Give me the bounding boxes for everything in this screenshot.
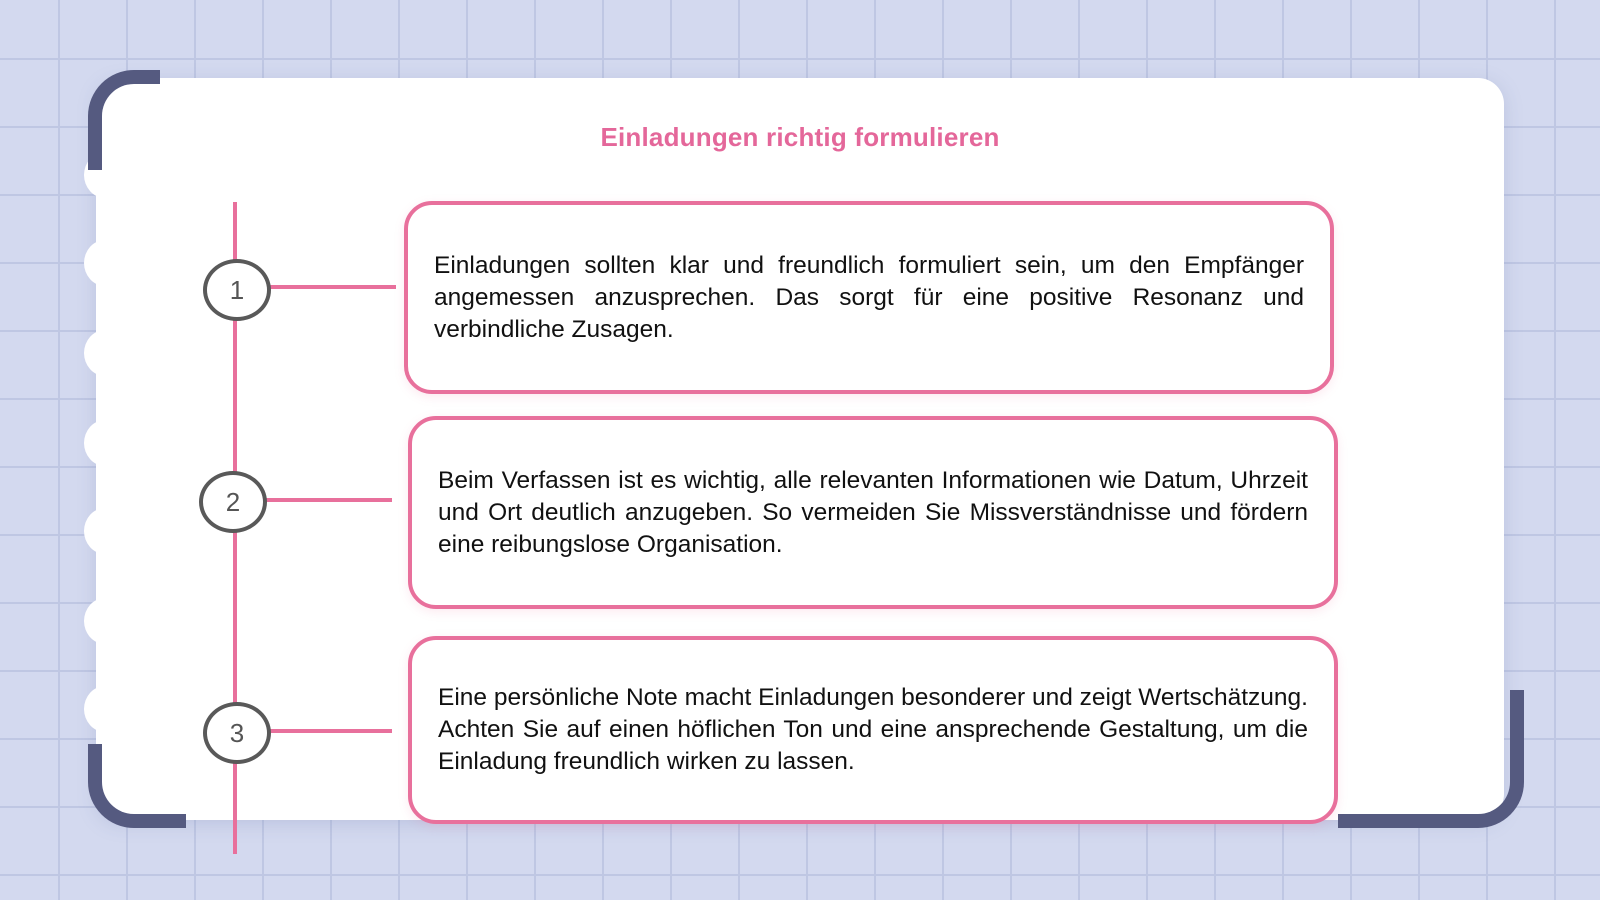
card-scallop — [84, 330, 126, 376]
connector-2 — [262, 498, 392, 502]
step-text: Eine persönliche Note macht Einladungen besonderer und zeigt Wertschätzung. Achten Sie auf einen höflichen Ton und eine ansprechende Gestaltung, um die Einladung freundlich wirken zu lassen. — [438, 684, 1308, 775]
corner-bracket-bottom-left — [88, 744, 186, 828]
connector-3 — [266, 729, 392, 733]
card-scallop — [84, 240, 126, 286]
card-scallop — [84, 598, 126, 644]
step-text: Einladungen sollten klar und freundlich formuliert sein, um den Empfänger angemessen anzusprechen. Das sorgt für eine positive Resonanz und verbindliche Zusagen. — [434, 251, 1304, 343]
card-scallop — [84, 508, 126, 554]
step-number-circle: 3 — [203, 702, 271, 764]
step-number-circle: 2 — [199, 471, 267, 533]
page-title: Einladungen richtig formulieren — [600, 122, 1000, 152]
corner-bracket-top-left — [88, 70, 160, 170]
card-scallop — [84, 420, 126, 466]
connector-1 — [266, 285, 396, 289]
step-box-2 — [408, 416, 1338, 609]
step-box-3 — [408, 636, 1338, 824]
step-text: Beim Verfassen ist es wichtig, alle relevanten Informationen wie Datum, Uhrzeit und Ort deutlich anzugeben. So vermeiden Sie Missverständnisse und fördern eine reibungslose Organisation. — [438, 466, 1308, 558]
corner-bracket-bottom-right — [1338, 690, 1524, 828]
step-number-circle: 1 — [203, 259, 271, 321]
card-scallop — [84, 686, 126, 732]
step-box-1 — [404, 201, 1334, 394]
